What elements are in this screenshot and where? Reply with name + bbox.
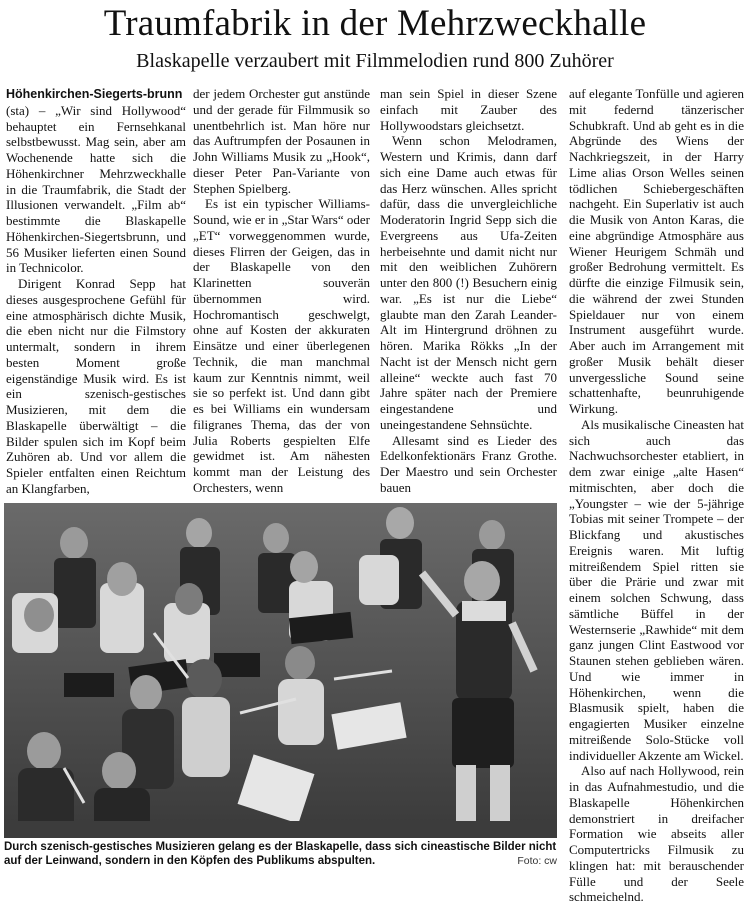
paragraph: Dirigent Konrad Sepp hat dieses ausgesprochene Gefühl für eine atmosphärisch dichte Musik, die eben nicht nur die Filmstory untermalt, sondern in ihrem besten Moment große eigenständige Musik wird. Es ist ein szenisch-gestisches Musizieren, mit dem die Blaskapelle überwältigt – die Bilder spulen sich im Kopf beim Zuhören ab. Und vor allem die Spieler entfalten einen Reichtum an Klangfarben, [6, 276, 186, 496]
photo-caption [4, 840, 557, 868]
dateline: Höhenkirchen-Siegerts-brunn [6, 87, 183, 101]
paragraph: Als musikalische Cineasten hat sich auch das Nachwuchsorchester etabliert, in dem zwar einige „alte Hasen“ mitmischten, aber doch die „Youngster – wie der 5-jährige Tobias mit seiner Trompete – der Blickfang und akustisches Ereignis waren. Mit luftig mitreißendem Spiel ritten sie über die Prärie und zwar mit einem solchen Schwung, dass sämtliche Büffel in der Westernserie „Rawhide“ mit dem ganz jungen Clint Eastwood vor Staunen stehen geblieben wären. Und wie immer in Höhenkirchen, wenn die Blasmusik spielt, haben die engagierten Musiker einzelne mitreißende Solo-Stücke voll individueller Akzente am Wickel. [569, 416, 744, 763]
paragraph: Wenn schon Melodramen, Western und Krimis, dann darf sich eine Dame auch etwas für das Herz wünschen. Alles spricht dafür, dass die unvergleichliche Moderatorin Ingrid Sepp sich die Evergreens aus Ufa-Zeiten herbeisehnte und damit nicht nur mit den weiblichen Zuhörern unter den 800 (!) Besuchern einig war. „Es ist nur die Liebe“ glaubte man den Zarah Leander-Alt im Hintergrund dröhnen zu hören. Marika Rökks „In der Nacht ist der Mensch nicht gern alleine“ weckte auch fast 70 Jahre später nach der Premiere eingestandene und uneingestandene Sehnsüchte. [380, 133, 557, 432]
paragraph: Es ist ein typischer Williams-Sound, wie er in „Star Wars“ oder „ET“ vorweggenommen wurde, dieses Flirren der Geigen, das in der Blaskapelle von den Klarinetten souverän übernommen wird. Hochromantisch geschwelgt, ohne auf Kosten der akkuraten Einsätze und einer überlegenen Technik, die man manchmal kaum zur Kenntnis nimmt, weil sie so perfekt ist. Und dann gibt es bei Williams ein wundersam filigranes Thema, das der von Julia Roberts gespielten Elfe gewidmet ist. Am nähesten kommt man der Leistung des Orchesters, wenn [193, 196, 370, 495]
article-column-4 [569, 86, 744, 905]
article-column-1 [6, 86, 186, 497]
orchestra-photo [4, 503, 557, 838]
article-column-3 [380, 86, 557, 496]
paragraph [6, 86, 186, 276]
subheadline: Blaskapelle verzaubert mit Filmmelodien rund 800 Zuhörer [136, 50, 614, 72]
photo-credit: Foto: cw [517, 855, 557, 867]
paragraph: der jedem Orchester gut anstünde und der gerade für Filmmusik so unentbehrlich ist. Man höre nur das Auftrumpfen der Posaunen in John Williams Musik zu „Hook“, dieser Peter Pan-Variante von Stephen Spielberg. [193, 86, 370, 196]
paragraph: Allesamt sind es Lieder des Edelkonfektionärs Franz Grothe. Der Maestro und sein Orchester bauen [380, 432, 557, 495]
paragraph: Also auf nach Hollywood, rein in das Aufnahmestudio, und die Blaskapelle Höhenkirchen demonstriert in dreifacher Formation wie abseits aller Computertricks Filmusik zu klingen hat: mit berauschender Fülle und der Seele schmeichelnd. [569, 763, 744, 905]
article-column-2 [193, 86, 370, 496]
caption-text: Durch szenisch-gestisches Musizieren gelang es der Blaskapelle, dass sich cineastische Bilder nicht auf der Leinwand, sondern in den Köpfen des Publikums abspulten. [4, 841, 557, 867]
paragraph: auf elegante Tonfülle und agieren mit federnd tänzerischer Schubkraft. Und ab geht es in die Abgründe des Wiens der Nachkriegszeit, in der Harry Lime alias Orson Welles seinen tödlichen Schiebergeschäften nachgeht. Ein Superlativ ist auch die Musik von Anton Karas, die eine abgründige Atmosphäre aus Wiener Heurigem Schmäh und großer Bedrohung vermittelt. Es dürfte die einzige Filmusik sein, die während der zwei Stunden Spieldauer nur von einem Instrument ausgeführt wurde. Aber auch im Arrangement mit großer Musik behält dieser unvergessliche Sound seine schattenhafte, beunruhigende Wirkung. [569, 86, 744, 416]
headline: Traumfabrik in der Mehrzweckhalle [103, 3, 647, 44]
paragraph: man sein Spiel in dieser Szene einfach mit Zauber des Hollywoodstars gleichsetzt. [380, 86, 557, 133]
paragraph-text: (sta) – „Wir sind Hollywood“ behauptet ein Fernsehkanal selbstbewusst. Mag sein, aber am Wochenende hatte sich die Höhenkirchner Mehrzweckhalle in die Traumfabrik, die Stadt der Illusionen verwandelt. „Film ab“ bestimmte die Blaskapelle Höhenkirchen-Siegertsbrunn, und 56 Musiker lieferten einen Sound in Technicolor. [6, 102, 186, 276]
orchestra-photo-illustration [4, 503, 557, 838]
